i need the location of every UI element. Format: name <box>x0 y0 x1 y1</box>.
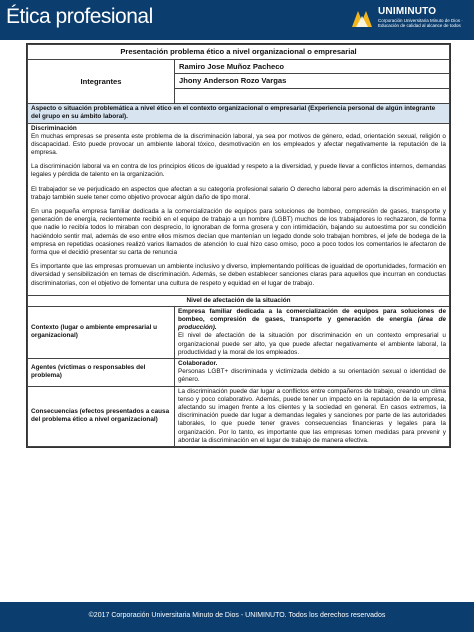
integrantes-label: Integrantes <box>28 59 175 103</box>
paragraph: En muchas empresas se presenta este problema de la discriminación laboral, ya sea por motivos de género, edad, orientación sexual, religión o discapacidad. Esto puede provocar un ambiente laboral tóxico, desmotivación en los empleados y afectar negativamente la reputación de la empresa. <box>31 132 446 157</box>
consecuencias-value: La discriminación puede dar lugar a conflictos entre compañeros de trabajo, creando un clima tenso y poco colaborativo. Además, puede tener un impacto en la reputación de la empresa, afectando su imagen frente a los clientes y la sociedad en general. En casos extremos, la discriminación puede dar lugar a demandas legales y sanciones por parte de las autoridades laborales, lo que puede tener graves consecuencias financieras y legales para la organización. Por lo tanto, es importante que las empresas tomen medidas para prevenir y abordar la discriminación en el lugar de trabajo de manera efectiva. <box>175 386 450 446</box>
paragraph: El trabajador se ve perjudicado en aspectos que afectan a su categoría profesional salario O derecho laboral pero además la discriminación en el trabajo también suele tener como objetivo provocar algún daño de tipo moral. <box>31 185 446 201</box>
logo-subtitle: Corporación Universitaria Minuto de Dios · Educación de calidad al alcance de todos <box>378 18 463 28</box>
logo-name: UNIMINUTO <box>378 6 437 17</box>
paragraph: En una pequeña empresa familiar dedicada a la comercialización de equipos para soluciones de bombeo, compresión de gases, transporte y generación de energía, recientemente recibió en el equipo de trabajo a un hombre (LGBT) muchos de los trabajadores lo rechazaron, de forma que nadie lo recibía todos lo miraban con desprecio, lo ignoraban de forma grosera y con intimidación, bajando su autoestima por su condición haciéndolo sentir mal, además de eso entre ellos mismos decían que mantenían un legado donde solo trabajan hombres, el jefe de bodega de la empresa en repetidas ocasiones realizó varios llamados de atención lo cual hizo caso omiso, poco a poco todos los comentarios le afectaron de forma que el decidió presentar su carta de renuncia <box>31 208 446 256</box>
contexto-bold: Empresa familiar dedicada a la comercialización de equipos para soluciones de bombeo, compresión de gases, transporte y generación de energía <box>178 307 446 324</box>
consecuencias-label: Consecuencias (efectos presentados a causa del problema ético a nivel organizacional) <box>28 386 175 446</box>
footer-copyright: ©2017 Corporación Universitaria Minuto de Dios - UNIMINUTO. Todos los derechos reservados <box>88 612 386 619</box>
member-2: Jhony Anderson Rozo Vargas <box>175 74 450 89</box>
page-footer <box>0 602 474 632</box>
paragraph: Es importante que las empresas promuevan un ambiente inclusivo y diverso, implementando políticas de igualdad de oportunidades, formación en diversidad y sensibilización en temas de discriminación. Además, se deben establecer sanciones claras para aquellos que incurran en conductas discriminatorias, con el objetivo de fomentar una cultura de respeto y equidad en el lugar de trabajo. <box>31 263 446 287</box>
document-table <box>26 43 451 448</box>
document-title: Presentación problema ético a nivel organizacional o empresarial <box>28 45 450 60</box>
member-1: Ramiro Jose Muñoz Pacheco <box>175 59 450 74</box>
agentes-value <box>175 359 450 387</box>
situation-description <box>28 123 450 295</box>
contexto-italic: (área de producción). <box>178 316 446 332</box>
agentes-text: Personas LGBT+ discriminada y victimizada debido a su orientación sexual o identidad de género. <box>178 368 446 384</box>
contexto-text: El nivel de afectación de la situación por discriminación en un contexto empresarial u organizacional puede ser alto, ya que puede afectar negativamente el ambiente laboral, la productividad y la moral de los empleados. <box>178 332 446 356</box>
agentes-label: Agentes (víctimas o responsables del problema) <box>28 359 175 387</box>
page-header <box>0 0 474 40</box>
aspect-heading: Aspecto o situación problemática a nivel ético en el contexto organizacional o empresarial (Experiencia personal de algún integrante del grupo en su ámbito laboral). <box>28 104 450 123</box>
discrimination-title: Discriminación <box>31 124 77 132</box>
header-title: Ética profesional <box>6 5 153 28</box>
uniminuto-logo <box>350 6 466 34</box>
logo-mark-icon <box>350 7 374 31</box>
nivel-heading: Nivel de afectación de la situación <box>28 295 450 306</box>
member-empty <box>175 89 450 104</box>
agentes-bold: Colaborador. <box>178 360 218 368</box>
paragraph: La discriminación laboral va en contra de los principios éticos de igualdad y respeto a la diversidad, y puede llevar a conflictos internos, demandas legales y pérdida de talento en la organización. <box>31 163 446 179</box>
contexto-label: Contexto (lugar o ambiente empresarial u organizacional) <box>28 306 175 358</box>
contexto-value <box>175 306 450 358</box>
